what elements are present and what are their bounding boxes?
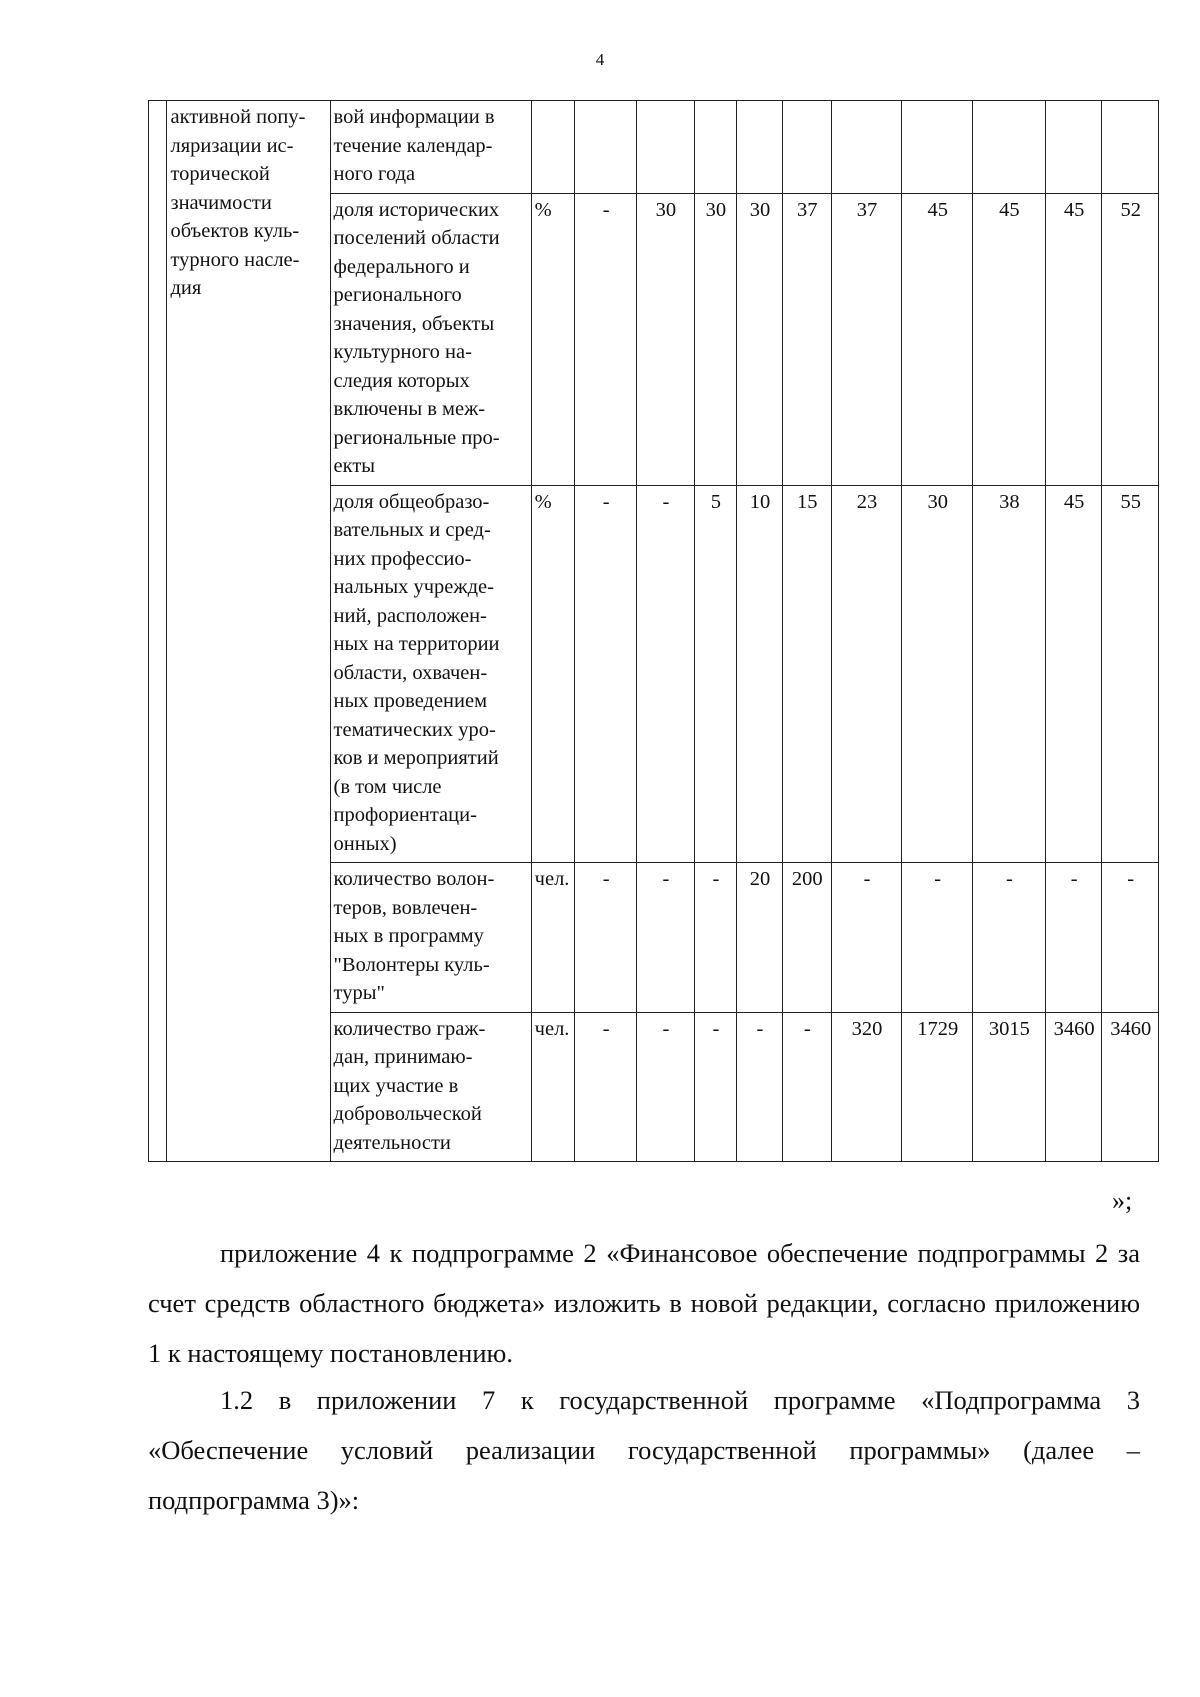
value-cell: 15 (782, 485, 831, 863)
table-cell-blank (149, 101, 167, 1162)
indicator-cell: вой информации в течение календар- ного года (330, 101, 531, 194)
value-cell: 55 (1102, 485, 1159, 863)
value-cell: - (637, 1012, 695, 1162)
objective-cell: активной попу- ляризации ис- торической значимости объектов куль- турного насле- дия (167, 101, 330, 1162)
value-cell (737, 101, 783, 194)
value-cell: - (1045, 863, 1102, 1013)
paragraph-item-1-2: 1.2 в приложении 7 к государственной программе «Подпрограмма 3 «Обеспечение условий реализации государственной программы» (далее – подпрограмма 3)»: (148, 1385, 1140, 1515)
unit-cell (531, 101, 574, 194)
indicator-cell: доля общеобразо- вательных и сред- них профессио- нальных учрежде- ний, расположен- ных на территории области, охвачен- ных проведением тематических уро- ков и мероприятий (в том числе профориентаци- онных) (330, 485, 531, 863)
table-row (149, 101, 1159, 194)
paragraph-appendix-4: приложение 4 к подпрограмме 2 «Финансовое обеспечение подпрограммы 2 за счет средств областного бюджета» изложить в новой редакции, согласно приложению 1 к настоящему постановлению. (148, 1238, 1140, 1368)
value-cell: 37 (831, 193, 902, 485)
value-cell (575, 101, 637, 194)
value-cell: 23 (831, 485, 902, 863)
value-cell (973, 101, 1046, 194)
unit-cell: % (531, 193, 574, 485)
value-cell: - (973, 863, 1046, 1013)
value-cell: 45 (973, 193, 1046, 485)
value-cell: 10 (737, 485, 783, 863)
value-cell: - (831, 863, 902, 1013)
value-cell: - (637, 863, 695, 1013)
value-cell: 52 (1102, 193, 1159, 485)
indicator-cell: доля исторических поселений области федерального и регионального значения, объекты культурного на- следия которых включены в меж- региональные про- екты (330, 193, 531, 485)
value-cell: 37 (782, 193, 831, 485)
value-cell: 30 (737, 193, 783, 485)
unit-cell: чел. (531, 1012, 574, 1162)
unit-cell: % (531, 485, 574, 863)
value-cell: - (694, 1012, 736, 1162)
value-cell: 38 (973, 485, 1046, 863)
value-cell: - (737, 1012, 783, 1162)
value-cell: - (575, 193, 637, 485)
value-cell (1045, 101, 1102, 194)
value-cell: 3460 (1102, 1012, 1159, 1162)
unit-cell: чел. (531, 863, 574, 1013)
value-cell (1102, 101, 1159, 194)
value-cell: 45 (902, 193, 973, 485)
indicator-cell: количество граж- дан, принимаю- щих участие в добровольческой деятельности (330, 1012, 531, 1162)
value-cell: - (782, 1012, 831, 1162)
value-cell: 45 (1045, 485, 1102, 863)
value-cell: 30 (637, 193, 695, 485)
value-cell: 3015 (973, 1012, 1046, 1162)
closing-quote: »; (1112, 1186, 1133, 1215)
value-cell: - (575, 485, 637, 863)
value-cell: - (575, 1012, 637, 1162)
value-cell: 30 (694, 193, 736, 485)
indicators-table (148, 100, 1159, 1162)
value-cell (831, 101, 902, 194)
value-cell: 30 (902, 485, 973, 863)
value-cell (902, 101, 973, 194)
value-cell: - (1102, 863, 1159, 1013)
page-number: 4 (595, 50, 605, 69)
value-cell: 20 (737, 863, 783, 1013)
value-cell (782, 101, 831, 194)
value-cell: 5 (694, 485, 736, 863)
value-cell (694, 101, 736, 194)
value-cell: 320 (831, 1012, 902, 1162)
value-cell: - (694, 863, 736, 1013)
indicator-cell: количество волон- теров, вовлечен- ных в программу "Волонтеры куль- туры" (330, 863, 531, 1013)
value-cell: - (902, 863, 973, 1013)
value-cell: 200 (782, 863, 831, 1013)
value-cell: - (575, 863, 637, 1013)
value-cell: 1729 (902, 1012, 973, 1162)
value-cell: - (637, 485, 695, 863)
value-cell: 45 (1045, 193, 1102, 485)
value-cell: 3460 (1045, 1012, 1102, 1162)
value-cell (637, 101, 695, 194)
